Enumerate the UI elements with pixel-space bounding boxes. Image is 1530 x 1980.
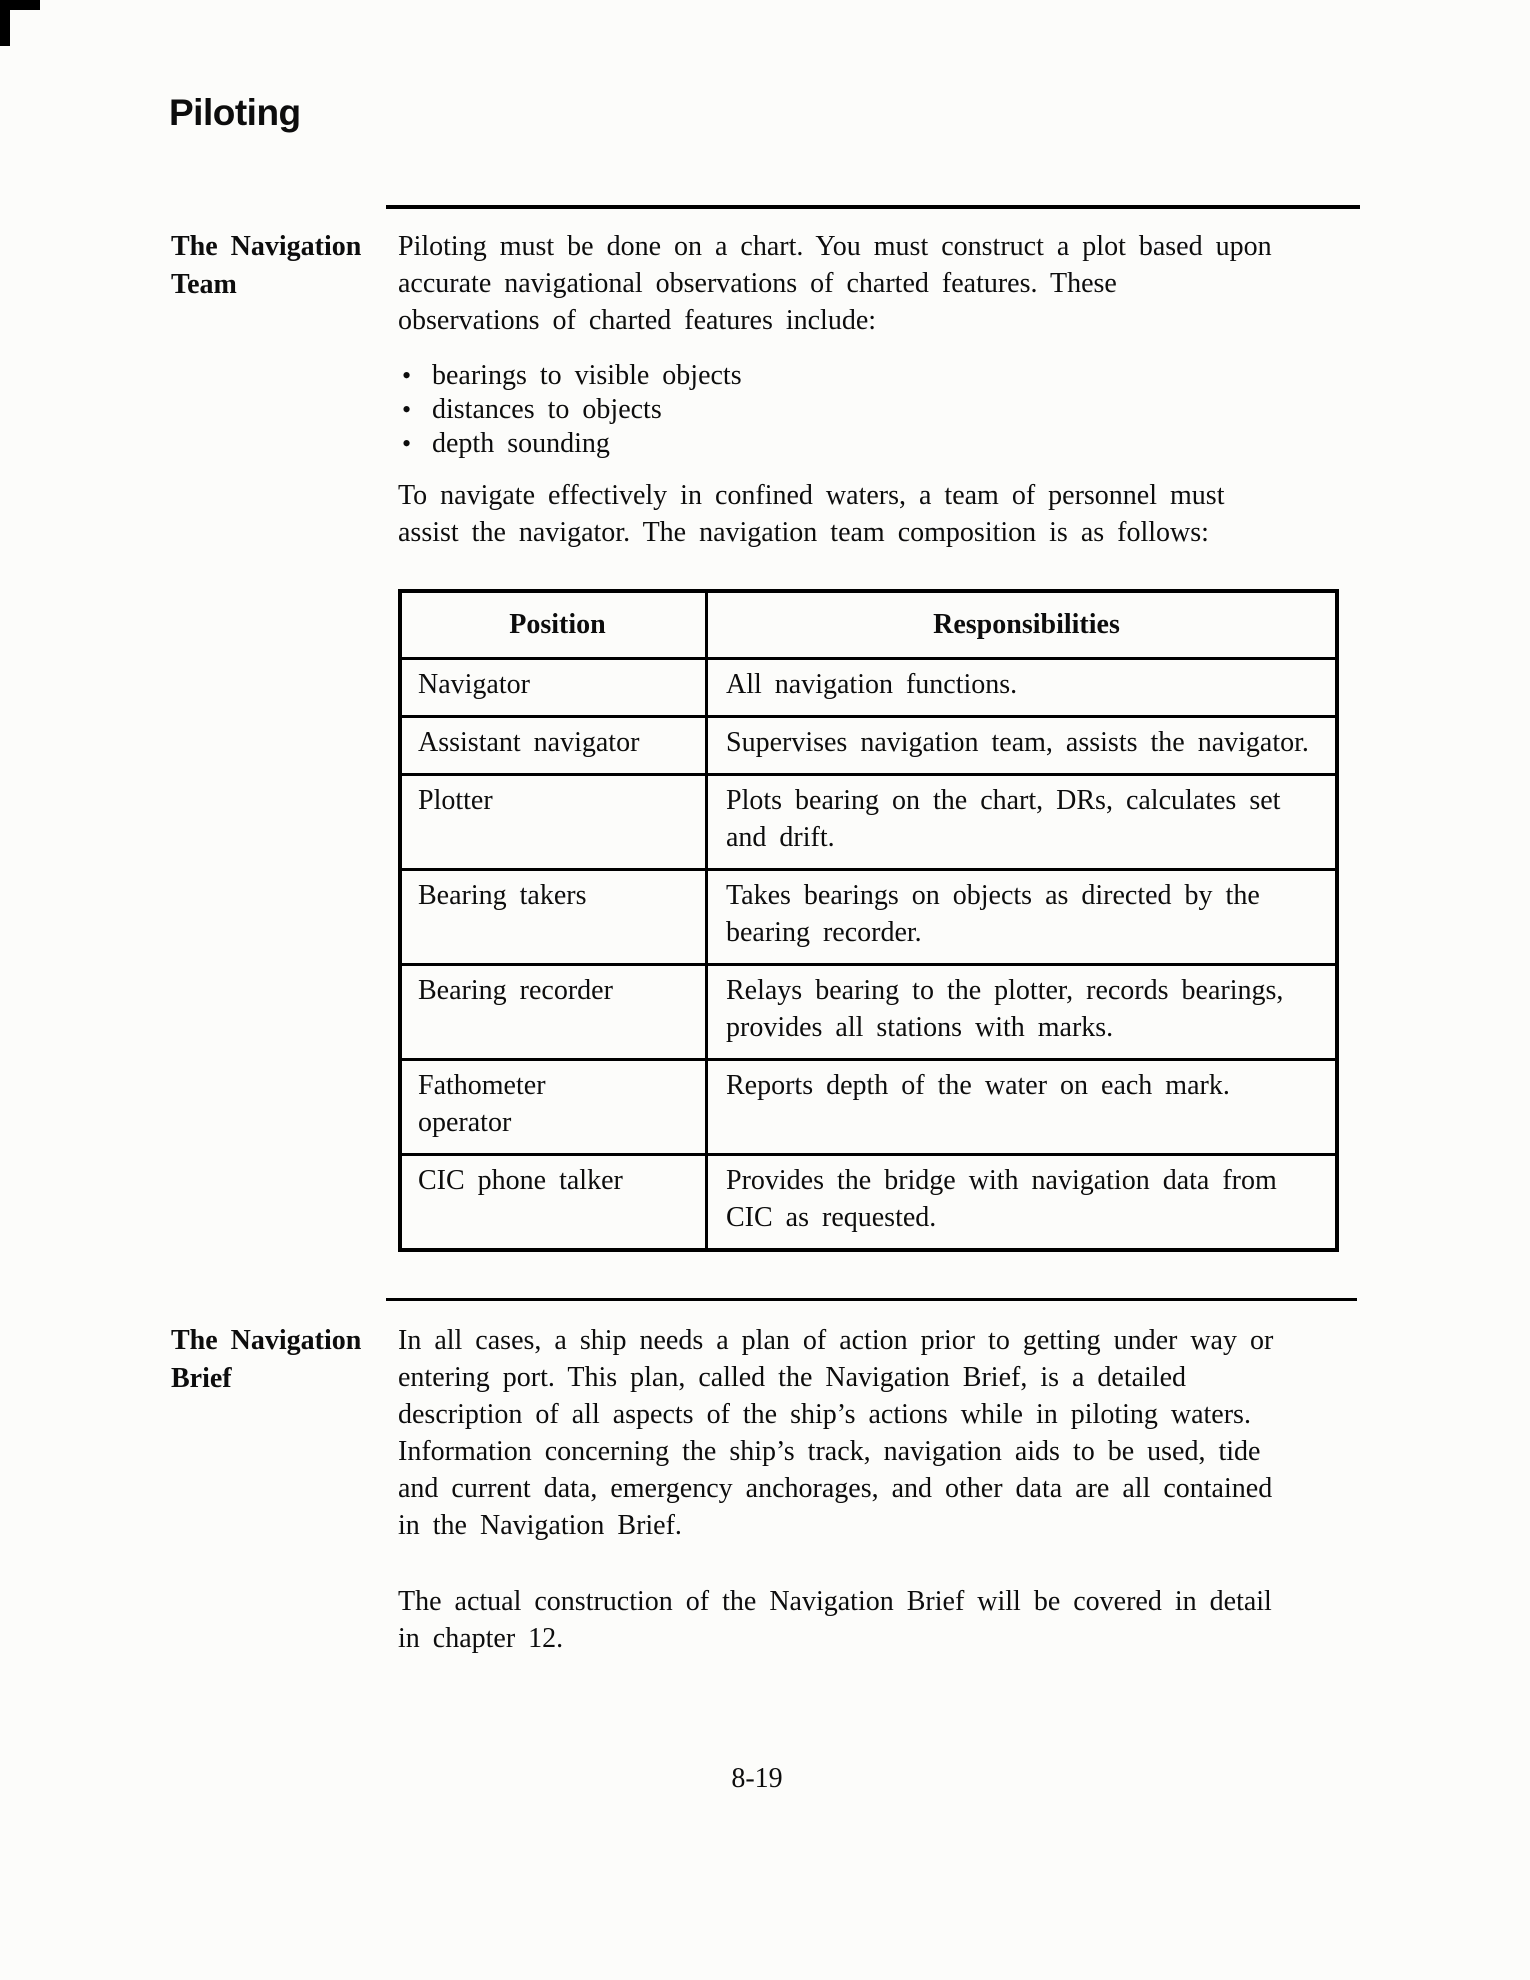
table-row (402, 715, 1335, 773)
cell-line: provides all stations with marks. (726, 1012, 1114, 1043)
observations-bullet-list (398, 359, 742, 461)
table-row (402, 1058, 1335, 1153)
paragraph-line: and current data, emergency anchorages, and other data are all contained (398, 1473, 1273, 1504)
paragraph-navigation-brief (398, 1322, 1273, 1544)
position-cell (402, 718, 708, 773)
table-row (402, 657, 1335, 715)
section-divider (386, 1298, 1357, 1301)
cell-line: Takes bearings on objects as directed by the (726, 880, 1260, 911)
position-cell (402, 776, 708, 868)
paragraph-line: in chapter 12. (398, 1623, 564, 1654)
navigation-team-table (398, 589, 1339, 1252)
table-row (402, 963, 1335, 1058)
section-divider (386, 205, 1360, 209)
cell-line: All navigation functions. (726, 669, 1018, 700)
table-header-responsibilities (708, 593, 1335, 657)
responsibility-cell (708, 718, 1335, 773)
cell-line: Supervises navigation team, assists the navigator. (726, 727, 1309, 758)
paragraph-piloting-chart (398, 228, 1272, 339)
position-cell (402, 660, 708, 715)
label-line: The Navigation (171, 1325, 362, 1356)
cell-line: CIC phone talker (418, 1165, 623, 1196)
table-row (402, 868, 1335, 963)
bullet-item: • depth sounding (398, 427, 742, 461)
bullet-item: • bearings to visible objects (398, 359, 742, 393)
cell-line: Provides the bridge with navigation data from (726, 1165, 1277, 1196)
label-line: Brief (171, 1363, 232, 1394)
responsibility-cell (708, 966, 1335, 1058)
paragraph-line: observations of charted features include: (398, 305, 877, 336)
position-cell (402, 1156, 708, 1248)
section-label-navigation-team (171, 228, 396, 304)
responsibility-cell (708, 1061, 1335, 1153)
table-header-row (402, 593, 1335, 657)
responsibility-cell (708, 871, 1335, 963)
paragraph-line: entering port. This plan, called the Navigation Brief, is a detailed (398, 1362, 1187, 1393)
header-text: Responsibilities (933, 609, 1120, 640)
cell-line: bearing recorder. (726, 917, 922, 948)
cell-line: Plots bearing on the chart, DRs, calculates set (726, 785, 1281, 816)
paragraph-line: Information concerning the ship’s track, navigation aids to be used, tide (398, 1436, 1261, 1467)
table-body (402, 657, 1335, 1248)
paragraph-line: accurate navigational observations of charted features. These (398, 268, 1117, 299)
cell-line: Bearing recorder (418, 975, 613, 1006)
paragraph-line: description of all aspects of the ship’s actions while in piloting waters. (398, 1399, 1251, 1430)
responsibility-cell (708, 776, 1335, 868)
paragraph-line: Piloting must be done on a chart. You must construct a plot based upon (398, 231, 1272, 262)
paragraph-line: In all cases, a ship needs a plan of action prior to getting under way or (398, 1325, 1274, 1356)
section-label-navigation-brief (171, 1322, 396, 1398)
cell-line: Plotter (418, 785, 493, 816)
cell-line: Reports depth of the water on each mark. (726, 1070, 1230, 1101)
position-cell (402, 871, 708, 963)
cell-line: Relays bearing to the plotter, records bearings, (726, 975, 1284, 1006)
cell-line: Assistant navigator (418, 727, 640, 758)
table-row (402, 773, 1335, 868)
scan-artifact (0, 0, 10, 46)
table-header-position (402, 593, 708, 657)
header-text: Position (509, 609, 606, 640)
paragraph-brief-construction (398, 1583, 1272, 1657)
paragraph-navigation-team (398, 477, 1224, 551)
position-cell (402, 1061, 708, 1153)
label-line: The Navigation (171, 231, 362, 262)
table-row (402, 1153, 1335, 1248)
paragraph-line: The actual construction of the Navigation Brief will be covered in detail (398, 1586, 1272, 1617)
position-cell (402, 966, 708, 1058)
label-line: Team (171, 269, 237, 300)
paragraph-line: To navigate effectively in confined waters, a team of personnel must (398, 480, 1225, 511)
cell-line: CIC as requested. (726, 1202, 937, 1233)
cell-line: operator (418, 1107, 512, 1138)
paragraph-line: assist the navigator. The navigation team composition is as follows: (398, 517, 1209, 548)
cell-line: and drift. (726, 822, 835, 853)
paragraph-line: in the Navigation Brief. (398, 1510, 682, 1541)
cell-line: Navigator (418, 669, 530, 700)
bullet-item: • distances to objects (398, 393, 742, 427)
cell-line: Bearing takers (418, 880, 587, 911)
page-number: 8-19 (731, 1763, 783, 1794)
page-title: Piloting (169, 92, 301, 133)
responsibility-cell (708, 1156, 1335, 1248)
responsibility-cell (708, 660, 1335, 715)
cell-line: Fathometer (418, 1070, 546, 1101)
